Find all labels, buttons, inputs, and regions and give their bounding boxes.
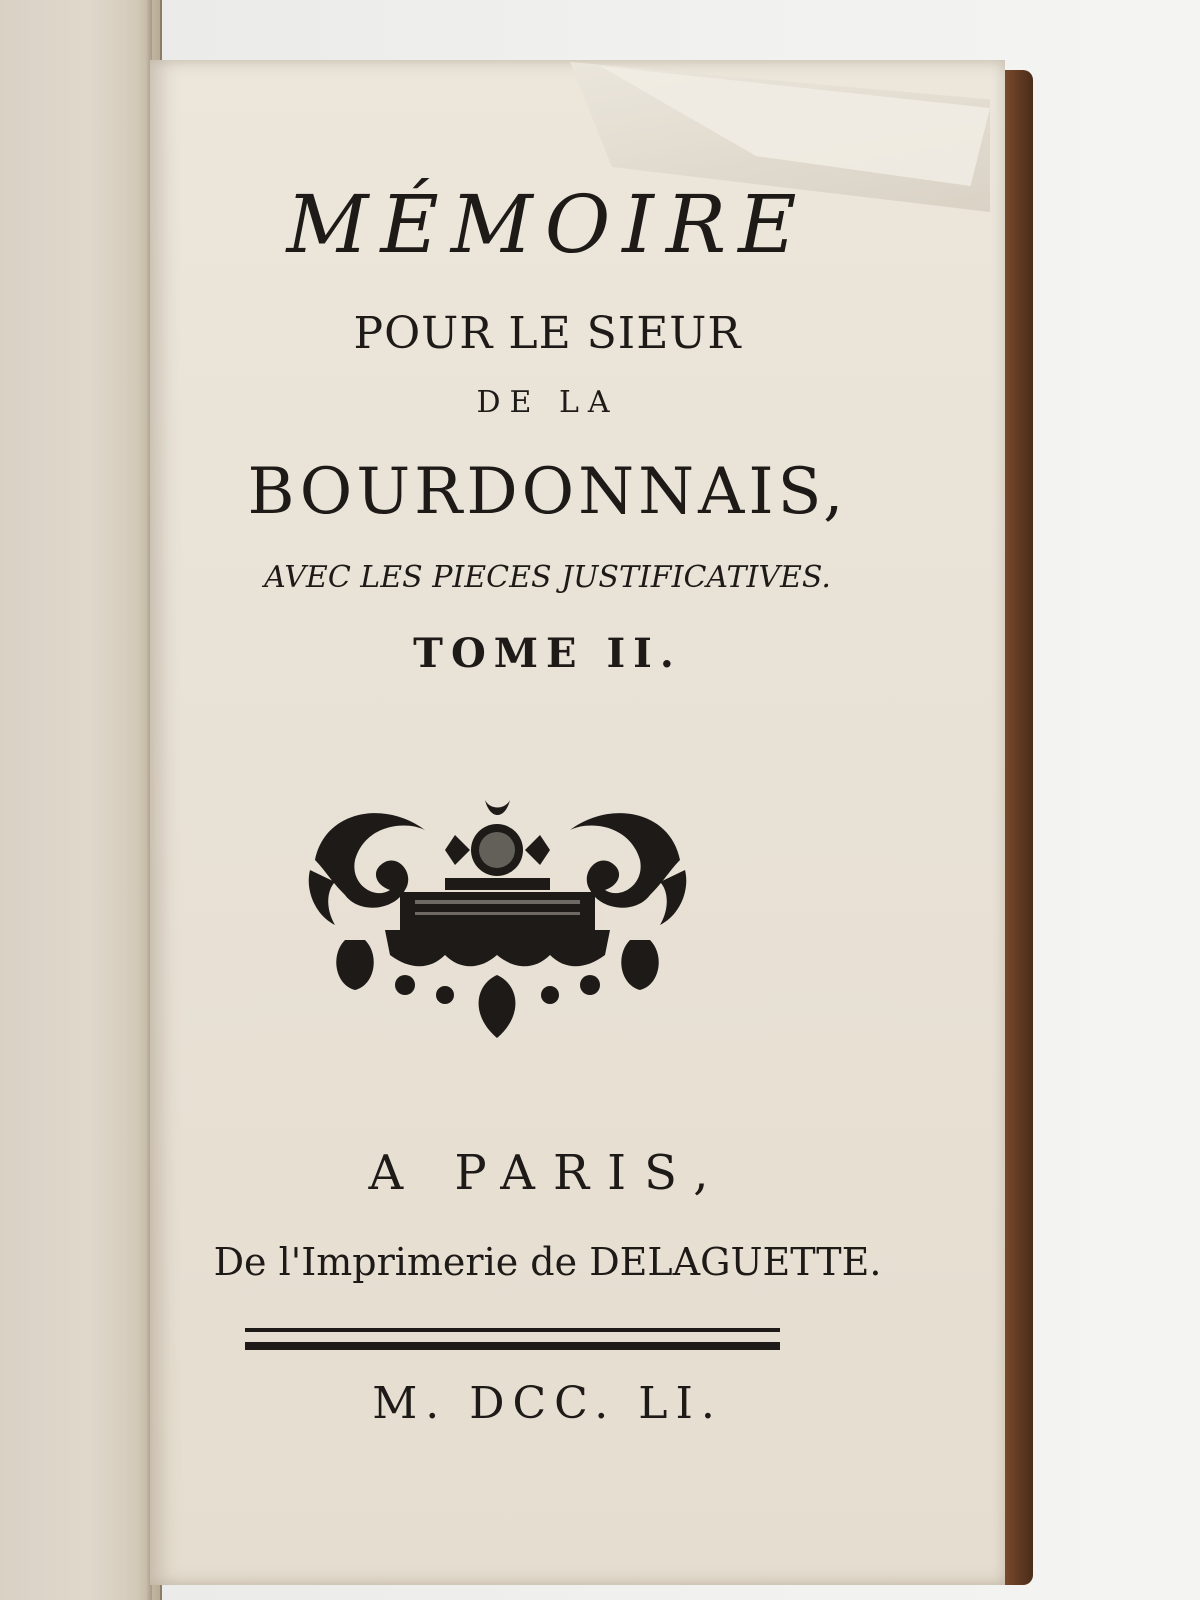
imprint-date: M. DCC. LI. (372, 1378, 723, 1429)
fleuron-ornament-icon (305, 790, 690, 1040)
line-de-la: DE LA (476, 385, 619, 420)
place-paris: A PARIS, (368, 1145, 727, 1201)
title-memoire: MÉMOIRE (286, 178, 809, 271)
subtitle-pieces: AVEC LES PIECES JUSTIFICATIVES. (264, 560, 831, 595)
double-rule-thick (245, 1342, 780, 1350)
name-bourdonnais: BOURDONNAIS, (247, 455, 848, 529)
volume-label: TOME II. (413, 630, 682, 677)
printer-line: De l'Imprimerie de DELAGUETTE. (213, 1240, 882, 1284)
double-rule-thin (245, 1328, 780, 1332)
line-pour-le-sieur: POUR LE SIEUR (353, 308, 742, 359)
